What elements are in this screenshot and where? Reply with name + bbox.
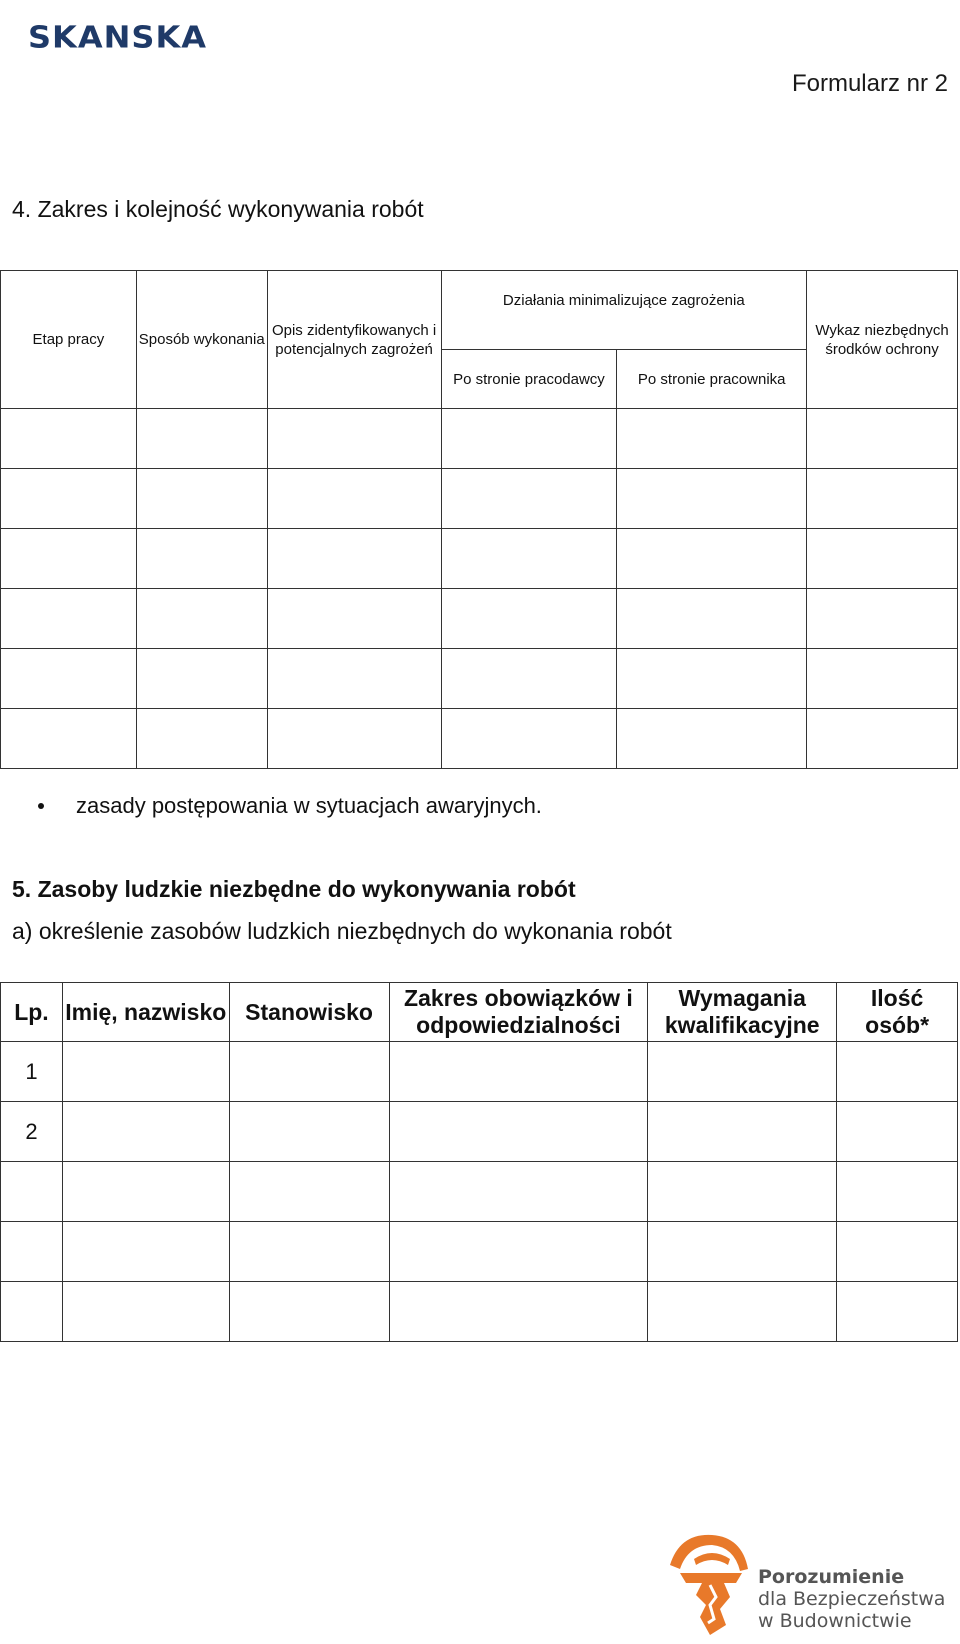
table-cell <box>441 469 617 529</box>
row-number: 1 <box>1 1042 63 1102</box>
table-cell <box>807 589 958 649</box>
table-cell <box>837 1162 958 1222</box>
table-cell <box>1 469 137 529</box>
table-cell <box>837 1222 958 1282</box>
table-cell <box>389 1042 648 1102</box>
table-cell <box>617 469 807 529</box>
table-cell <box>807 409 958 469</box>
table-cell <box>617 709 807 769</box>
section-5-heading: 5. Zasoby ludzkie niezbędne do wykonywania robót <box>12 876 576 902</box>
section-5a-subheading: a) określenie zasobów ludzkich niezbędnych do wykonania robót <box>12 918 672 944</box>
table-cell <box>136 589 267 649</box>
table-cell <box>807 469 958 529</box>
table-row <box>1 1162 958 1222</box>
header-lp: Lp. <box>1 983 63 1042</box>
table-cell <box>617 649 807 709</box>
table-row <box>1 529 958 589</box>
table-cell <box>648 1222 837 1282</box>
table-cell <box>229 1162 389 1222</box>
table-row <box>1 709 958 769</box>
table-cell <box>267 649 441 709</box>
table-cell <box>267 529 441 589</box>
table-cell <box>807 529 958 589</box>
header-stanowisko: Stanowisko <box>229 983 389 1042</box>
logo-line-1: Porozumienie <box>758 1566 905 1588</box>
table-cell <box>267 409 441 469</box>
header-etap: Etap pracy <box>1 271 137 409</box>
row-number <box>1 1282 63 1342</box>
skanska-logo: SKANSKA <box>28 18 207 56</box>
row-number <box>1 1222 63 1282</box>
table-row <box>1 1102 958 1162</box>
table-cell <box>648 1282 837 1342</box>
table-cell <box>807 709 958 769</box>
table-cell <box>136 709 267 769</box>
table-cell <box>648 1102 837 1162</box>
table-cell <box>389 1162 648 1222</box>
header-zakres: Zakres obowiązków i odpowiedzialności <box>389 983 648 1042</box>
header-ilosc: Ilość osób* <box>837 983 958 1042</box>
logo-line-3: w Budownictwie <box>758 1610 912 1632</box>
header-wykaz: Wykaz niezbędnych środków ochrony <box>807 271 958 409</box>
emergency-procedures-bullet <box>38 793 542 819</box>
table-cell <box>441 649 617 709</box>
table-cell <box>1 529 137 589</box>
header-pracownika: Po stronie pracownika <box>617 350 807 409</box>
table-cell <box>1 589 137 649</box>
header-dzialania: Działania minimalizujące zagrożenia <box>441 271 807 350</box>
work-scope-table <box>0 270 958 769</box>
porozumienie-text <box>758 1566 945 1632</box>
table-cell <box>441 409 617 469</box>
table-cell <box>62 1282 229 1342</box>
table-cell <box>617 409 807 469</box>
table-row <box>1 589 958 649</box>
table-row <box>1 409 958 469</box>
table-cell <box>229 1282 389 1342</box>
table-cell <box>136 409 267 469</box>
table-cell <box>1 709 137 769</box>
table-cell <box>441 589 617 649</box>
table-cell <box>136 649 267 709</box>
table-cell <box>136 529 267 589</box>
form-number-label: Formularz nr 2 <box>791 70 948 97</box>
row-number: 2 <box>1 1102 63 1162</box>
table-cell <box>441 529 617 589</box>
table-cell <box>136 469 267 529</box>
table-cell <box>267 589 441 649</box>
table-cell <box>648 1162 837 1222</box>
header-imie: Imię, nazwisko <box>62 983 229 1042</box>
table-cell <box>441 709 617 769</box>
table-cell <box>837 1102 958 1162</box>
table-cell <box>62 1222 229 1282</box>
table-cell <box>62 1042 229 1102</box>
table-cell <box>389 1282 648 1342</box>
header-sposob: Sposób wykonania <box>136 271 267 409</box>
table-cell <box>617 589 807 649</box>
table-cell <box>1 409 137 469</box>
table-cell <box>62 1162 229 1222</box>
row-number <box>1 1162 63 1222</box>
table-cell <box>267 709 441 769</box>
table-row <box>1 649 958 709</box>
table-cell <box>648 1042 837 1102</box>
human-resources-table <box>0 982 958 1342</box>
table-cell <box>229 1042 389 1102</box>
table-row <box>1 469 958 529</box>
table-cell <box>617 529 807 589</box>
section-4-heading: 4. Zakres i kolejność wykonywania robót <box>12 196 424 222</box>
table-cell <box>837 1042 958 1102</box>
worker-figure-icon <box>670 1535 748 1635</box>
header-opis: Opis zidentyfikowanych i potencjalnych zagrożeń <box>267 271 441 409</box>
table-row <box>1 1042 958 1102</box>
table-row <box>1 1222 958 1282</box>
table-cell <box>807 649 958 709</box>
table-row <box>1 1282 958 1342</box>
header-pracodawcy: Po stronie pracodawcy <box>441 350 617 409</box>
table-cell <box>229 1222 389 1282</box>
table-cell <box>389 1222 648 1282</box>
table-cell <box>62 1102 229 1162</box>
table-cell <box>229 1102 389 1162</box>
logo-line-2: dla Bezpieczeństwa <box>758 1588 946 1610</box>
header-wymagania: Wymagania kwalifikacyjne <box>648 983 837 1042</box>
table-cell <box>1 649 137 709</box>
bullet-text: zasady postępowania w sytuacjach awaryjnych. <box>76 793 542 818</box>
table-cell <box>389 1102 648 1162</box>
bullet-icon <box>38 803 44 809</box>
table-cell <box>267 469 441 529</box>
table-cell <box>837 1282 958 1342</box>
